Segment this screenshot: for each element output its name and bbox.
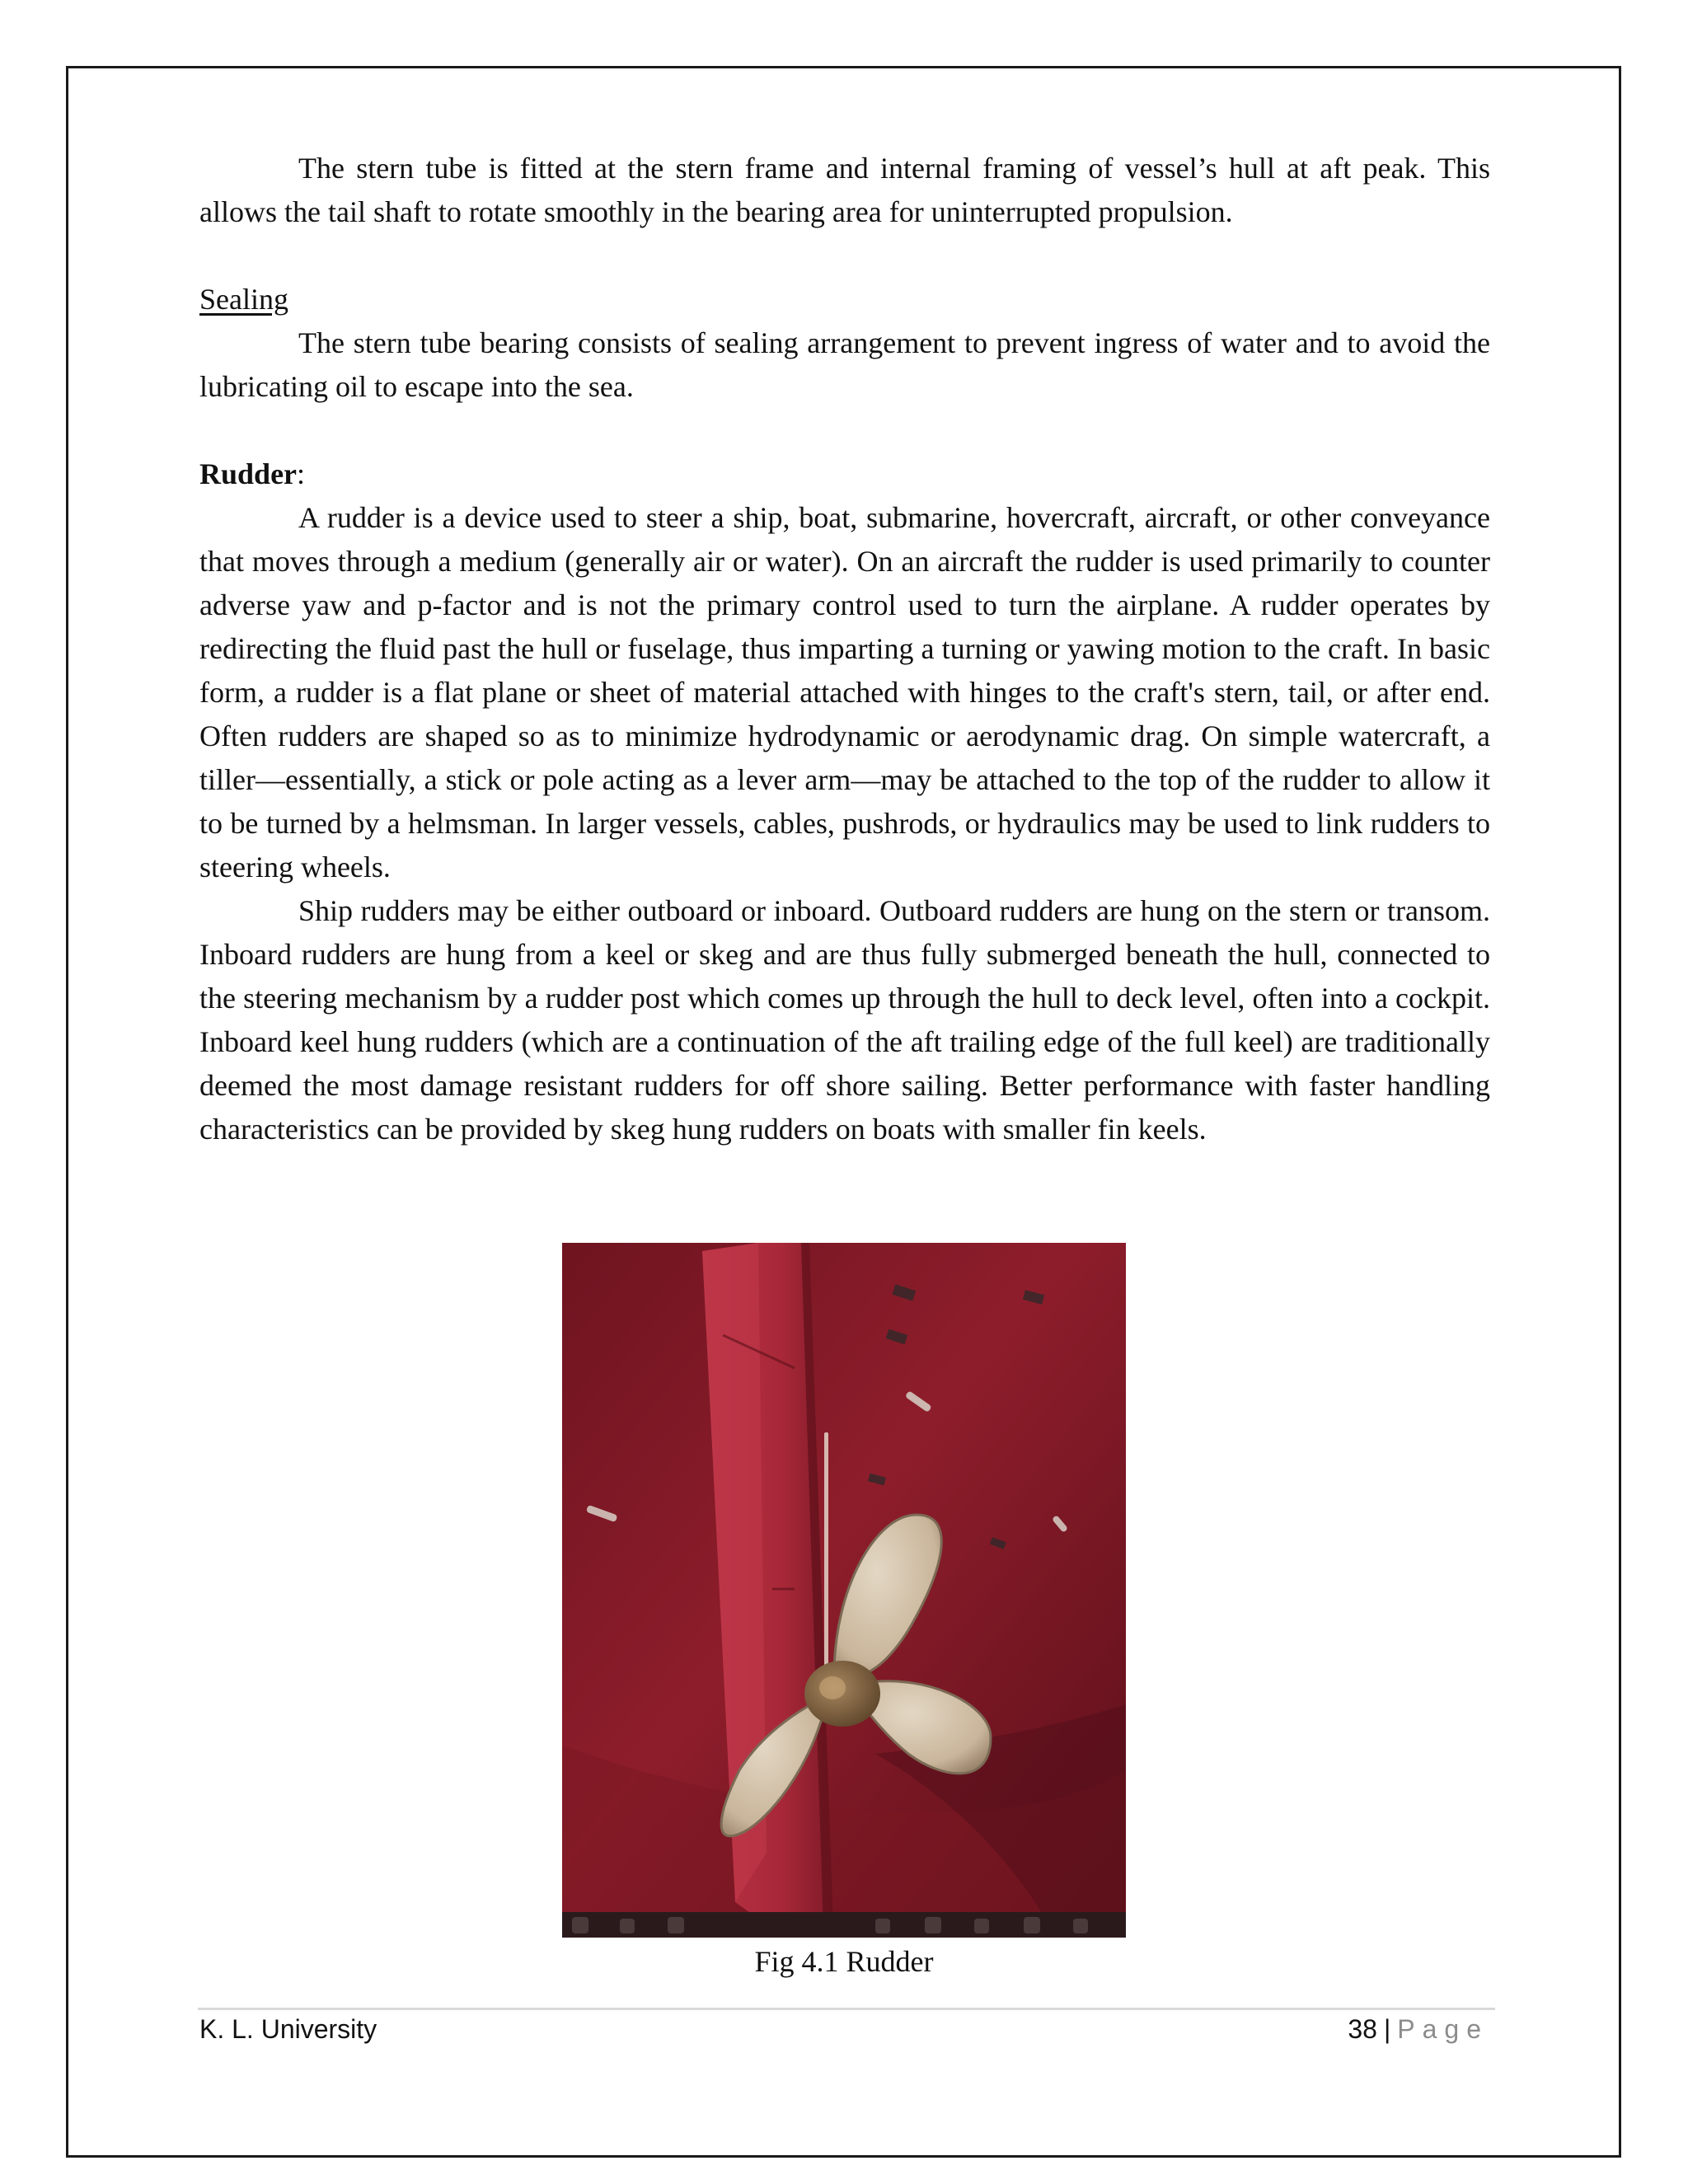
document-body (199, 147, 1490, 1151)
heading-rudder-colon: : (297, 457, 306, 490)
paragraph-stern-tube: The stern tube is fitted at the stern frame and internal framing of vessel’s hull at aft peak. This allows the tail shaft to rotate smoothly in the bearing area for uninterrupted propulsion. (199, 152, 1490, 228)
page-number: 38 (1348, 2014, 1377, 2044)
heading-rudder-text: Rudder (199, 457, 298, 490)
paragraph-ship-rudders: Ship rudders may be either outboard or inboard. Outboard rudders are hung on the stern or transom. Inboard rudders are hung from a keel or skeg and are thus fully submerged beneath the hull, connected to the steering mechanism by a rudder post which comes up through the hull to deck level, often into a cockpit. Inboard keel hung rudders (which are a continuation of the aft trailing edge of the full keel) are traditionally deemed the most damage resistant rudders for off shore sailing. Better performance with faster handling characteristics can be provided by skeg hung rudders on boats with smaller fin keels. (199, 894, 1490, 1146)
heading-rudder (199, 452, 1490, 496)
page-word: Page (1397, 2014, 1489, 2044)
paragraph-gap (199, 234, 1490, 278)
figure-caption: Fig 4.1 Rudder (754, 1945, 934, 1978)
footer-page-label (1348, 2011, 1489, 2047)
paragraph-sealing: The stern tube bearing consists of sealing arrangement to prevent ingress of water and to avoid the lubricating oil to escape into the sea. (199, 326, 1490, 403)
rudder-photo-illustration (562, 1243, 1126, 1938)
footer-divider (198, 2008, 1495, 2010)
paragraph-gap (199, 409, 1490, 452)
paragraph-rudder-definition: A rudder is a device used to steer a ship, boat, submarine, hovercraft, aircraft, or other conveyance that moves through a medium (generally air or water). On an aircraft the rudder is used primarily to counter adverse yaw and p-factor and is not the primary control used to turn the airplane. A rudder operates by redirecting the fluid past the hull or fuselage, thus imparting a turning or yawing motion to the craft. In basic form, a rudder is a flat plane or sheet of material attached with hinges to the craft's stern, tail, or after end. Often rudders are shaped so as to minimize hydrodynamic or aerodynamic drag. On simple watercraft, a tiller—essentially, a stick or pole acting as a lever arm—may be attached to the top of the rudder to allow it to be turned by a helmsman. In larger vessels, cables, pushrods, or hydraulics may be used to link rudders to steering wheels. (199, 501, 1490, 883)
figure-rudder-photo (562, 1243, 1126, 1938)
footer-institution: K. L. University (199, 2014, 377, 2044)
footer-separator: | (1383, 2014, 1391, 2044)
heading-sealing: Sealing (199, 283, 288, 316)
